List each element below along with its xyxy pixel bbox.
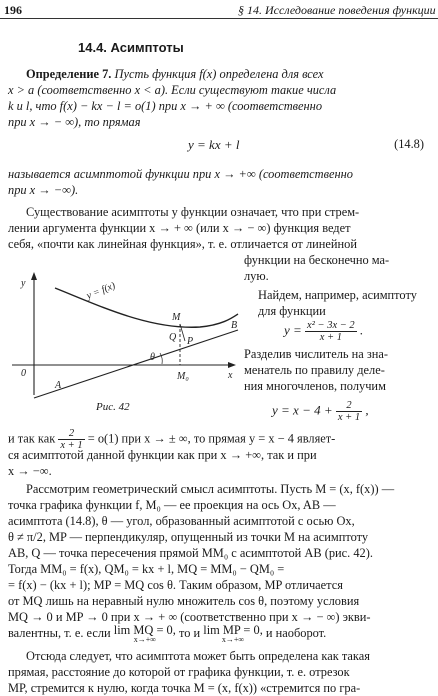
paragraph-3-line-2: точка графика функции f, M₀ — ее проекция на ось Ox, AB —: [8, 498, 336, 512]
theta-label: θ: [150, 352, 155, 363]
limit-fraction: $\frac{2}{x + 1}$: [60, 428, 83, 451]
example-function-formula: y = $\frac{\text{x² − 3x − 2}}{x + 1}$ .: [284, 320, 364, 343]
definition-line-1: Определение 7. Пусть функция f(x) определена для всех: [26, 67, 324, 81]
paragraph-1-line-3: себя, «почти как линейная функция», т. е. отличается от линейной: [8, 237, 357, 251]
paragraph-3-line-4: θ ≠ π/2, MP — перпендикуляр, опущенный из точки M на асимптоту: [8, 530, 369, 544]
paragraph-4-line-2: прямая, расстояние до которой от графика функции, т. е. отрезок: [8, 665, 350, 679]
paragraph-3-line-6: Тогда MM₀ = f(x), QM₀ = kx + l, MQ = MM₀ − QM₀ =: [8, 562, 285, 576]
asymptote-formula: y = kx + l: [188, 137, 240, 152]
point-a-label: A: [55, 380, 62, 391]
definition-after-2: при x → −∞).: [8, 183, 79, 197]
definition-after-1: называется асимптотой функции при x → +∞ (соответственно: [8, 167, 353, 181]
right-column2-line-2: менатель по правилу деле-: [244, 363, 385, 377]
page-number: 196: [4, 3, 22, 17]
right-column-line-3: Найдем, например, асимптоту для функции: [258, 288, 417, 318]
example-fraction: $\frac{\text{x² − 3x − 2}}{x + 1}$: [307, 320, 355, 343]
right-column-line-1: функции на бесконечно ма-: [244, 253, 390, 267]
x-axis-label: x: [228, 370, 233, 381]
definition-line-3: k и l, что f(x) − kx − l = o(1) при x → + ∞ (соответственно: [8, 99, 323, 113]
paragraph-3-line-10: валентны, т. е. если lim MQ = 0, x→+∞ то и lim MP = 0, x→+∞ и наоборот.: [8, 623, 327, 644]
right-column-line-2: лую.: [244, 269, 269, 283]
origin-label: 0: [21, 368, 26, 379]
curve-label: y = f(x): [85, 280, 118, 302]
division-fraction: $\frac{2}{x + 1}$: [337, 400, 361, 423]
paragraph-3-line-5: AB, Q — точка пересечения прямой MM₀ с асимптотой AB (рис. 42).: [8, 546, 373, 560]
paragraph-2-line-1: и так как $\frac{2}{x + 1}$ = o(1) при x → ± ∞, то прямая y = x − 4 являет-: [8, 428, 336, 451]
paragraph-4-line-3: MP, стремится к нулю, когда точка M = (x, f(x)) «стремится по гра-: [8, 681, 361, 695]
paragraph-3-line-3: асимптота (14.8), θ — угол, образованный асимптотой с осью Ox,: [8, 514, 355, 528]
y-axis-label: y: [21, 278, 26, 289]
point-p-label: P: [187, 336, 194, 347]
right-column2-line-3: ния многочленов, получим: [244, 379, 386, 393]
paragraph-3-line-9: MQ → 0 и MP → 0 при x → + ∞ (соответственно при x → − ∞) экви-: [8, 610, 371, 624]
limit-mq: lim MQ = 0, x→+∞: [113, 623, 176, 644]
paragraph-1-line-2: лении аргумента функции x → + ∞ (или x → − ∞) функция ведет: [8, 221, 351, 235]
paragraph-3-line-8: от MQ лишь на неравный нулю множитель cos θ, поэтому условия: [8, 594, 360, 608]
point-m0-label: M₀: [177, 371, 189, 382]
equation-number: (14.8): [394, 137, 424, 151]
point-m-label: M: [172, 312, 181, 323]
section-title: 14.4. Асимптоты: [78, 40, 184, 55]
paragraph-1-line-1: Существование асимптоты у функции означает, что при стрем-: [26, 205, 360, 219]
point-q-label: Q: [169, 332, 177, 343]
right-column2-line-1: Разделив числитель на зна-: [244, 347, 389, 361]
running-header: § 14. Исследование поведения функции: [238, 3, 436, 17]
angle-arc: [160, 353, 162, 364]
figure-caption: Рис. 42: [96, 401, 130, 413]
paragraph-3-line-1: Рассмотрим геометрический смысл асимптоты. Пусть M = (x, f(x)) —: [26, 482, 395, 496]
asymptote-line: [34, 330, 238, 398]
limit-mp: lim MP = 0, x→+∞: [203, 623, 263, 644]
paragraph-2-line-3: x → −∞.: [8, 464, 52, 478]
paragraph-2-line-2: ся асимптотой данной функции как при x → +∞, так и при: [8, 448, 317, 462]
paragraph-4-line-1: Отсюда следует, что асимптота может быть определена как такая: [26, 649, 370, 663]
definition-line-4: при x → − ∞), то прямая: [8, 115, 141, 129]
division-result-formula: y = x − 4 + $\frac{2}{x + 1}$ ,: [272, 400, 369, 423]
definition-label: Определение 7.: [26, 67, 112, 81]
paragraph-3-line-7: = f(x) − (kx + l); MP = MQ cos θ. Таким образом, MP отличается: [8, 578, 343, 592]
function-curve: [55, 288, 238, 327]
point-b-label: B: [231, 320, 238, 331]
y-axis-arrow: [31, 272, 37, 280]
definition-line-2: x > a (соответственно x < a). Если существуют такие числа: [8, 83, 337, 97]
x-axis-arrow: [228, 362, 236, 368]
